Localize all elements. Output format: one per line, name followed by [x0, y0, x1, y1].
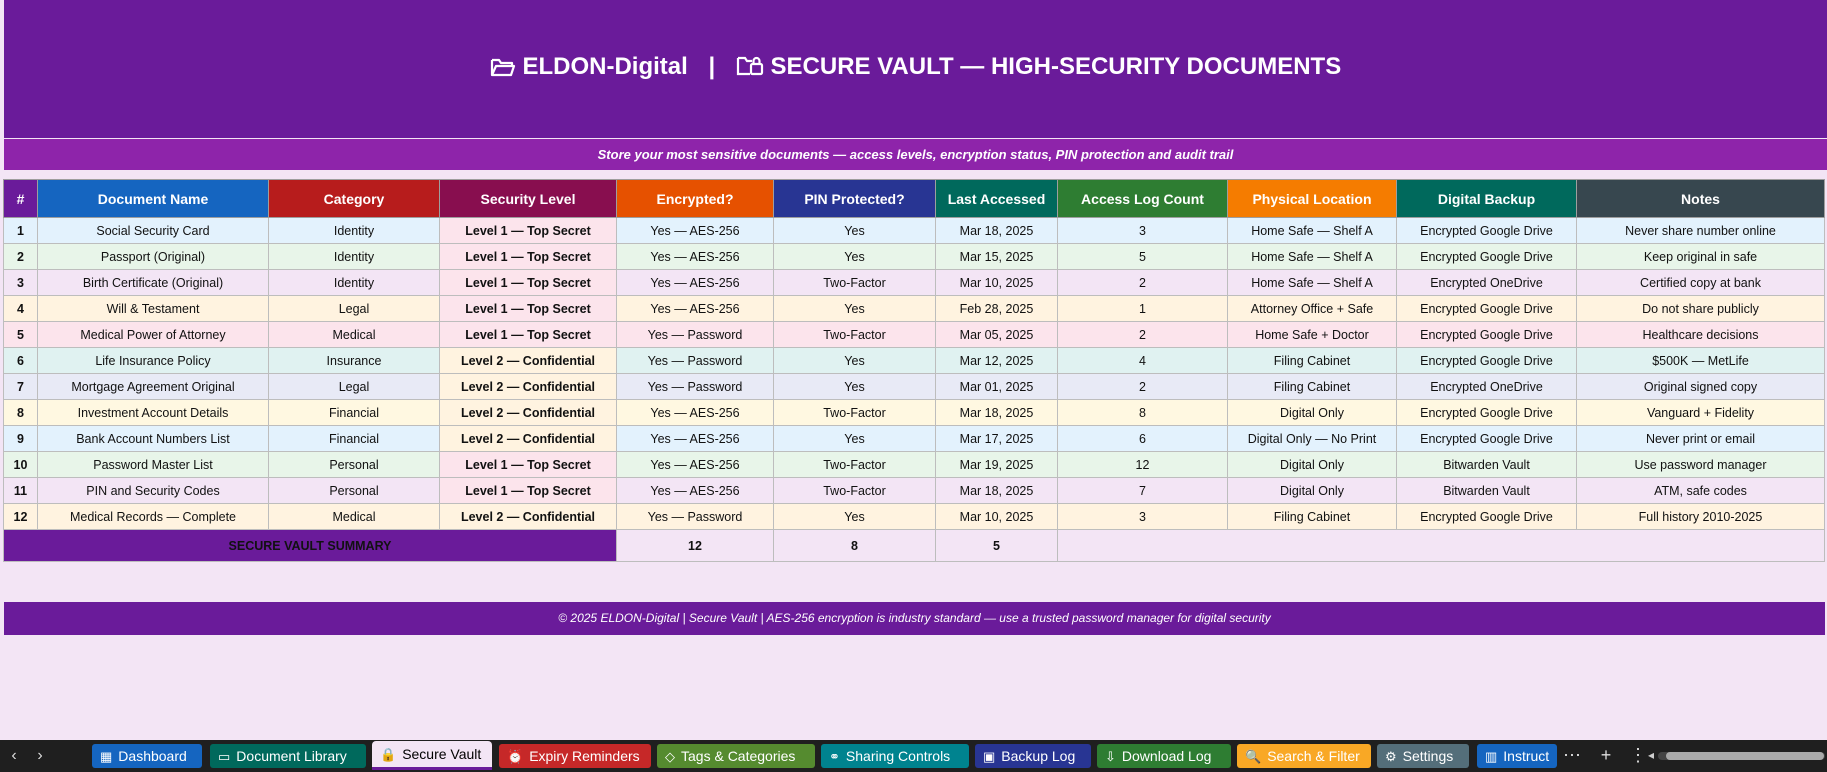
cell-count[interactable]: 2	[1058, 322, 1228, 348]
cell-encrypted[interactable]: Yes — Password	[617, 504, 774, 530]
table-body	[4, 218, 1825, 562]
cell-category[interactable]: Medical	[269, 322, 440, 348]
folder-open-icon	[490, 56, 516, 78]
sheet-tab-download-log[interactable]	[1097, 744, 1231, 768]
book-icon: ▥	[1485, 749, 1498, 764]
sheet-tab-label: Settings	[1402, 748, 1454, 764]
table-row	[4, 426, 1825, 452]
cell-pin[interactable]: Two-Factor	[774, 270, 936, 296]
cell-last[interactable]: Mar 18, 2025	[936, 400, 1058, 426]
cell-category[interactable]: Legal	[269, 296, 440, 322]
cell-category[interactable]: Insurance	[269, 348, 440, 374]
cell-last[interactable]: Feb 28, 2025	[936, 296, 1058, 322]
table-row	[4, 374, 1825, 400]
cell-pin[interactable]: Yes	[774, 296, 936, 322]
cell-level[interactable]: Level 2 — Confidential	[440, 348, 617, 374]
cell-backup[interactable]: Encrypted Google Drive	[1397, 322, 1577, 348]
summary-row	[4, 530, 1825, 562]
cell-pin[interactable]: Two-Factor	[774, 452, 936, 478]
page-title	[4, 52, 1827, 81]
cell-level[interactable]: Level 2 — Confidential	[440, 400, 617, 426]
lock-folder-icon: 🔒	[380, 747, 397, 762]
cell-level[interactable]: Level 1 — Top Secret	[440, 478, 617, 504]
cell-name[interactable]: Social Security Card	[38, 218, 269, 244]
sheet-tab-label: Download Log	[1121, 748, 1212, 764]
cell-encrypted[interactable]: Yes — AES-256	[617, 244, 774, 270]
cell-last[interactable]: Mar 18, 2025	[936, 478, 1058, 504]
cell-name[interactable]: Birth Certificate (Original)	[38, 270, 269, 296]
cell-backup[interactable]: Encrypted Google Drive	[1397, 504, 1577, 530]
cell-name[interactable]: Password Master List	[38, 452, 269, 478]
cell-pin[interactable]: Yes	[774, 374, 936, 400]
vault-table	[3, 179, 1825, 562]
cell-location[interactable]: Digital Only	[1228, 400, 1397, 426]
cell-backup[interactable]: Bitwarden Vault	[1397, 452, 1577, 478]
cell-notes[interactable]: Full history 2010-2025	[1577, 504, 1825, 530]
table-header-row	[4, 180, 1825, 218]
cell-notes[interactable]: Use password manager	[1577, 452, 1825, 478]
vault-title: SECURE VAULT — HIGH-SECURITY DOCUMENTS	[770, 53, 1342, 80]
summary-encrypted-count[interactable]: 12	[617, 530, 774, 562]
sheet-tab-label: Search & Filter	[1267, 748, 1360, 764]
cell-backup[interactable]: Encrypted Google Drive	[1397, 296, 1577, 322]
link-icon: ⚭	[829, 749, 840, 764]
cell-notes[interactable]: Vanguard + Fidelity	[1577, 400, 1825, 426]
more-tabs-button[interactable]: ⋯	[1563, 745, 1581, 765]
cell-category[interactable]: Financial	[269, 400, 440, 426]
cell-level[interactable]: Level 1 — Top Secret	[440, 452, 617, 478]
column-header[interactable]: Document Name	[38, 180, 269, 218]
cell-pin[interactable]: Yes	[774, 218, 936, 244]
cell-count[interactable]: 4	[1058, 348, 1228, 374]
lock-folder-icon	[736, 52, 764, 78]
summary-last-count[interactable]: 5	[936, 530, 1058, 562]
table-row	[4, 400, 1825, 426]
scroll-tabs-left-button[interactable]: ‹	[11, 747, 17, 764]
sheet-tab-label: Instruct	[1503, 748, 1550, 764]
cell-count[interactable]: 2	[1058, 270, 1228, 296]
cell-location[interactable]: Home Safe — Shelf A	[1228, 218, 1397, 244]
sheet-tab-label: Expiry Reminders	[529, 748, 640, 764]
cell-location[interactable]: Home Safe + Doctor	[1228, 322, 1397, 348]
cell-encrypted[interactable]: Yes — AES-256	[617, 426, 774, 452]
brand-name: ELDON-Digital	[522, 53, 688, 80]
table-row	[4, 478, 1825, 504]
cell-pin[interactable]: Yes	[774, 504, 936, 530]
dashboard-icon: ▦	[100, 749, 113, 764]
cell-level[interactable]: Level 2 — Confidential	[440, 374, 617, 400]
cell-encrypted[interactable]: Yes — AES-256	[617, 296, 774, 322]
column-header[interactable]: Security Level	[440, 180, 617, 218]
sheet-tab-secure-vault[interactable]	[372, 741, 492, 770]
cell-last[interactable]: Mar 19, 2025	[936, 452, 1058, 478]
cell-n[interactable]: 7	[4, 374, 38, 400]
cell-count[interactable]: 7	[1058, 478, 1228, 504]
cell-level[interactable]: Level 2 — Confidential	[440, 504, 617, 530]
gear-icon: ⚙	[1385, 749, 1397, 764]
cell-n[interactable]: 5	[4, 322, 38, 348]
cell-level[interactable]: Level 1 — Top Secret	[440, 296, 617, 322]
column-header[interactable]: Access Log Count	[1058, 180, 1228, 218]
cell-name[interactable]: Life Insurance Policy	[38, 348, 269, 374]
cell-count[interactable]: 3	[1058, 504, 1228, 530]
column-header[interactable]: #	[4, 180, 38, 218]
cell-category[interactable]: Financial	[269, 426, 440, 452]
cell-name[interactable]: PIN and Security Codes	[38, 478, 269, 504]
cell-backup[interactable]: Encrypted Google Drive	[1397, 426, 1577, 452]
cell-notes[interactable]: Keep original in safe	[1577, 244, 1825, 270]
cell-location[interactable]: Attorney Office + Safe	[1228, 296, 1397, 322]
cell-name[interactable]: Medical Power of Attorney	[38, 322, 269, 348]
cell-level[interactable]: Level 2 — Confidential	[440, 426, 617, 452]
magnifier-icon: 🔍	[1245, 749, 1262, 764]
sheet-tab-label: Tags & Categories	[681, 748, 796, 764]
sheet-tab-bar	[0, 740, 1827, 772]
cell-encrypted[interactable]: Yes — AES-256	[617, 270, 774, 296]
cell-count[interactable]: 1	[1058, 296, 1228, 322]
cell-n[interactable]: 6	[4, 348, 38, 374]
cell-location[interactable]: Filing Cabinet	[1228, 374, 1397, 400]
cell-last[interactable]: Mar 10, 2025	[936, 504, 1058, 530]
sheet-tab-label: Sharing Controls	[845, 748, 951, 764]
cell-pin[interactable]: Two-Factor	[774, 400, 936, 426]
cell-backup[interactable]: Encrypted Google Drive	[1397, 348, 1577, 374]
table-row	[4, 348, 1825, 374]
column-header[interactable]: PIN Protected?	[774, 180, 936, 218]
cell-category[interactable]: Medical	[269, 504, 440, 530]
cell-location[interactable]: Filing Cabinet	[1228, 504, 1397, 530]
cell-location[interactable]: Home Safe — Shelf A	[1228, 244, 1397, 270]
cell-name[interactable]: Medical Records — Complete	[38, 504, 269, 530]
cell-encrypted[interactable]: Yes — AES-256	[617, 452, 774, 478]
cell-notes[interactable]: Never share number online	[1577, 218, 1825, 244]
cell-level[interactable]: Level 1 — Top Secret	[440, 244, 617, 270]
column-header[interactable]: Notes	[1577, 180, 1825, 218]
column-header[interactable]: Category	[269, 180, 440, 218]
cell-pin[interactable]: Yes	[774, 426, 936, 452]
sheet-tab-search-filter[interactable]	[1237, 744, 1371, 768]
sheet-tab-expiry-reminders[interactable]	[499, 744, 651, 768]
cell-pin[interactable]: Two-Factor	[774, 478, 936, 504]
floppy-disk-icon: ▣	[983, 749, 996, 764]
empty-cell	[1058, 530, 1825, 562]
cell-count[interactable]: 12	[1058, 452, 1228, 478]
cell-backup[interactable]: Encrypted OneDrive	[1397, 374, 1577, 400]
cell-location[interactable]: Digital Only	[1228, 478, 1397, 504]
folder-icon: ▭	[218, 749, 231, 764]
cell-backup[interactable]: Encrypted Google Drive	[1397, 400, 1577, 426]
summary-label: SECURE VAULT SUMMARY	[4, 530, 617, 562]
cell-encrypted[interactable]: Yes — Password	[617, 322, 774, 348]
cell-last[interactable]: Mar 18, 2025	[936, 218, 1058, 244]
scrollbar-thumb[interactable]	[1666, 752, 1824, 760]
sheet-tab-sharing-controls[interactable]	[821, 744, 969, 768]
cell-category[interactable]: Identity	[269, 244, 440, 270]
cell-category[interactable]: Identity	[269, 270, 440, 296]
sheet-tab-settings[interactable]	[1377, 744, 1469, 768]
cell-location[interactable]: Digital Only	[1228, 452, 1397, 478]
table-row	[4, 504, 1825, 530]
horizontal-scrollbar[interactable]	[1648, 748, 1825, 762]
cell-notes[interactable]: Do not share publicly	[1577, 296, 1825, 322]
cell-category[interactable]: Legal	[269, 374, 440, 400]
table-row	[4, 244, 1825, 270]
alarm-clock-icon: ⏰	[507, 749, 524, 764]
header-banner	[4, 0, 1827, 138]
cell-n[interactable]: 9	[4, 426, 38, 452]
cell-name[interactable]: Will & Testament	[38, 296, 269, 322]
cell-level[interactable]: Level 1 — Top Secret	[440, 322, 617, 348]
tag-icon: ◇	[665, 749, 675, 764]
cell-encrypted[interactable]: Yes — Password	[617, 348, 774, 374]
sheet-tab-instruct[interactable]	[1477, 744, 1557, 768]
cell-notes[interactable]: Original signed copy	[1577, 374, 1825, 400]
cell-location[interactable]: Filing Cabinet	[1228, 348, 1397, 374]
cell-name[interactable]: Mortgage Agreement Original	[38, 374, 269, 400]
cell-location[interactable]: Home Safe — Shelf A	[1228, 270, 1397, 296]
cell-n[interactable]: 3	[4, 270, 38, 296]
footer-bar: © 2025 ELDON-Digital | Secure Vault | AES-256 encryption is industry standard — use a trusted password manager for digital security	[4, 602, 1825, 635]
sheet-tab-label: Secure Vault	[402, 746, 482, 762]
cell-category[interactable]: Personal	[269, 452, 440, 478]
cell-notes[interactable]: Never print or email	[1577, 426, 1825, 452]
cell-level[interactable]: Level 1 — Top Secret	[440, 218, 617, 244]
cell-count[interactable]: 2	[1058, 374, 1228, 400]
cell-pin[interactable]: Yes	[774, 348, 936, 374]
sheet-tab-tags-categories[interactable]	[657, 744, 815, 768]
cell-count[interactable]: 5	[1058, 244, 1228, 270]
scroll-left-arrow-icon[interactable]: ◂	[1648, 748, 1655, 762]
scroll-tabs-right-button[interactable]: ›	[37, 747, 43, 764]
cell-last[interactable]: Mar 15, 2025	[936, 244, 1058, 270]
table-row	[4, 270, 1825, 296]
column-header[interactable]: Digital Backup	[1397, 180, 1577, 218]
cell-last[interactable]: Mar 17, 2025	[936, 426, 1058, 452]
cell-count[interactable]: 6	[1058, 426, 1228, 452]
cell-level[interactable]: Level 1 — Top Secret	[440, 270, 617, 296]
cell-n[interactable]: 8	[4, 400, 38, 426]
table-row	[4, 322, 1825, 348]
cell-backup[interactable]: Encrypted Google Drive	[1397, 218, 1577, 244]
column-header[interactable]: Physical Location	[1228, 180, 1397, 218]
table-row	[4, 452, 1825, 478]
cell-n[interactable]: 12	[4, 504, 38, 530]
cell-encrypted[interactable]: Yes — AES-256	[617, 400, 774, 426]
cell-backup[interactable]: Encrypted Google Drive	[1397, 244, 1577, 270]
sheet-tab-dashboard[interactable]	[92, 744, 202, 768]
cell-category[interactable]: Personal	[269, 478, 440, 504]
cell-name[interactable]: Bank Account Numbers List	[38, 426, 269, 452]
add-sheet-button[interactable]: +	[1600, 745, 1612, 765]
cell-encrypted[interactable]: Yes — Password	[617, 374, 774, 400]
cell-n[interactable]: 10	[4, 452, 38, 478]
table-row	[4, 218, 1825, 244]
sheet-tab-label: Backup Log	[1001, 748, 1076, 764]
cell-notes[interactable]: $500K — MetLife	[1577, 348, 1825, 374]
cell-n[interactable]: 1	[4, 218, 38, 244]
cell-notes[interactable]: Certified copy at bank	[1577, 270, 1825, 296]
sheet-tab-label: Document Library	[236, 748, 347, 764]
cell-pin[interactable]: Two-Factor	[774, 322, 936, 348]
cell-notes[interactable]: Healthcare decisions	[1577, 322, 1825, 348]
cell-notes[interactable]: ATM, safe codes	[1577, 478, 1825, 504]
download-icon: ⇩	[1105, 749, 1116, 764]
cell-category[interactable]: Identity	[269, 218, 440, 244]
cell-last[interactable]: Mar 12, 2025	[936, 348, 1058, 374]
cell-name[interactable]: Passport (Original)	[38, 244, 269, 270]
title-separator: |	[708, 53, 716, 80]
cell-name[interactable]: Investment Account Details	[38, 400, 269, 426]
cell-n[interactable]: 2	[4, 244, 38, 270]
cell-location[interactable]: Digital Only — No Print	[1228, 426, 1397, 452]
column-header[interactable]: Encrypted?	[617, 180, 774, 218]
cell-last[interactable]: Mar 10, 2025	[936, 270, 1058, 296]
cell-n[interactable]: 4	[4, 296, 38, 322]
sheet-tab-backup-log[interactable]	[975, 744, 1091, 768]
cell-last[interactable]: Mar 01, 2025	[936, 374, 1058, 400]
summary-pin-count[interactable]: 8	[774, 530, 936, 562]
cell-count[interactable]: 8	[1058, 400, 1228, 426]
cell-backup[interactable]: Encrypted OneDrive	[1397, 270, 1577, 296]
column-header[interactable]: Last Accessed	[936, 180, 1058, 218]
cell-encrypted[interactable]: Yes — AES-256	[617, 218, 774, 244]
sheet-tab-label: Dashboard	[118, 748, 187, 764]
sheet-tab-document-library[interactable]	[210, 744, 366, 768]
cell-n[interactable]: 11	[4, 478, 38, 504]
cell-encrypted[interactable]: Yes — AES-256	[617, 478, 774, 504]
cell-backup[interactable]: Bitwarden Vault	[1397, 478, 1577, 504]
subtitle-bar: Store your most sensitive documents — access levels, encryption status, PIN protection and audit trail	[4, 139, 1827, 170]
cell-pin[interactable]: Yes	[774, 244, 936, 270]
sheet-options-button[interactable]: ⋮	[1629, 745, 1647, 765]
cell-last[interactable]: Mar 05, 2025	[936, 322, 1058, 348]
table-row	[4, 296, 1825, 322]
cell-count[interactable]: 3	[1058, 218, 1228, 244]
